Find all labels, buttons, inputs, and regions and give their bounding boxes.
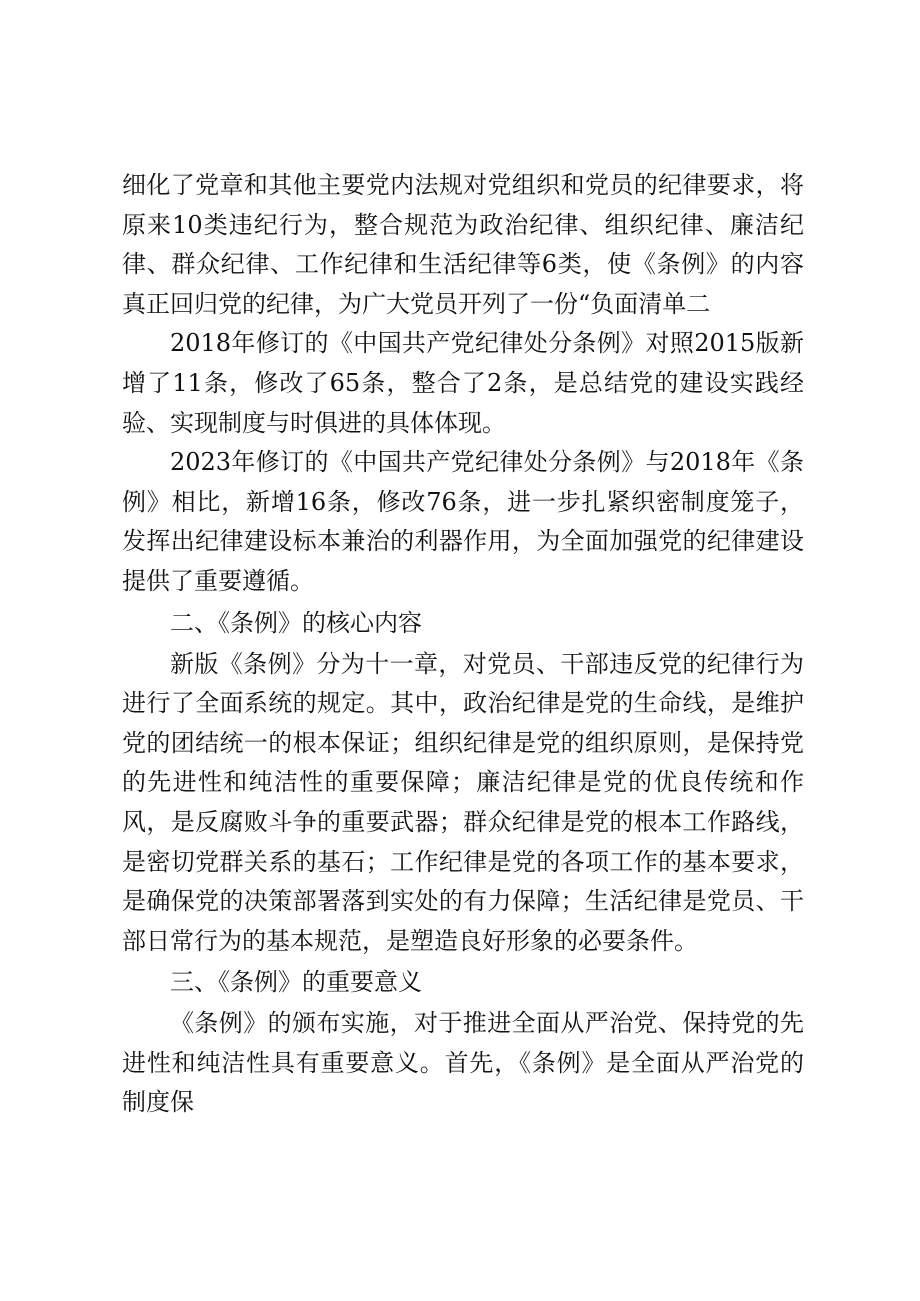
section-heading-core-content: 二、《条例》的核心内容 [170,608,422,637]
paragraph-continued: 细化了党章和其他主要党内法规对党组织和党员的纪律要求，将原来10类违纪行为，整合规范为政治纪律、组织纪律、廉洁纪律、群众纪律、工作纪律和生活纪律等6类，使《条例》的内容真正回归党的纪律，为广大党员开列了一份“负面清单二 [122,171,804,318]
paragraph-2018-revision: 2018年修订的《中国共产党纪律处分条例》对照2015版新增了11条，修改了65条，整合了2条，是总结党的建设实践经验、实现制度与时俱进的具体体现。 [122,329,804,437]
document-body [122,166,804,1123]
paragraph-significance: 《条例》的颁布实施，对于推进全面从严治党、保持党的先进性和纯洁性具有重要意义。首先，《条例》是全面从严治党的制度保 [122,1009,804,1117]
paragraph-core-content: 新版《条例》分为十一章，对党员、干部违反党的纪律行为进行了全面系统的规定。其中，政治纪律是党的生命线，是维护党的团结统一的根本保证；组织纪律是党的组织原则，是保持党的先进性和纯洁性的重要保障；廉洁纪律是党的优良传统和作风，是反腐败斗争的重要武器；群众纪律是党的根本工作路线，是密切党群关系的基石；工作纪律是党的各项工作的基本要求，是确保党的决策部署落到实处的有力保障；生活纪律是党员、干部日常行为的基本规范，是塑造良好形象的必要条件。 [122,649,804,955]
paragraph-2023-revision: 2023年修订的《中国共产党纪律处分条例》与2018年《条例》相比，新增16条，修改76条，进一步扎紧织密制度笼子，发挥出纪律建设标本兼治的利器作用，为全面加强党的纪律建设提供了重要遵循。 [122,448,804,595]
section-heading-significance: 三、《条例》的重要意义 [170,968,422,997]
